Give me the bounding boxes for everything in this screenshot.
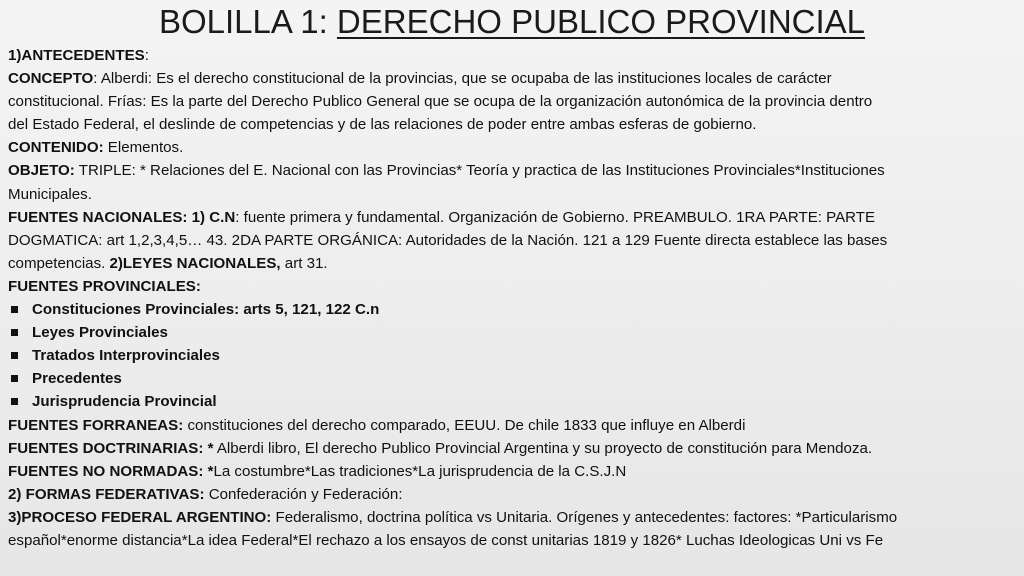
fuentes-no-normadas-line: FUENTES NO NORMADAS: *La costumbre*Las tradiciones*La jurisprudencia de la C.S.J.N (8, 462, 627, 480)
contenido-line: CONTENIDO: Elementos. (8, 139, 184, 157)
slide-body (8, 44, 1020, 552)
fuentes-forraneas-line: FUENTES FORRANEAS: constituciones del derecho comparado, EEUU. De chile 1833 que influye en Alberdi (8, 416, 746, 434)
concepto-line-3: del Estado Federal, el deslinde de competencias y de las relaciones de poder entre ambas esferas de gobierno. (8, 116, 757, 134)
slide-title (0, 2, 1024, 42)
title-main: DERECHO PUBLICO PROVINCIAL (336, 3, 866, 40)
list-item: Constituciones Provinciales: arts 5, 121, 122 C.n (8, 298, 1020, 321)
contenido-label: CONTENIDO: (8, 139, 104, 157)
proceso-federal-line-2: español*enorme distancia*La idea Federal*El rechazo a los ensayos de const unitarias 1819 y 1826* Luchas Ideologicas Uni vs Fe (8, 531, 884, 549)
bullet-square-icon (11, 398, 18, 405)
formas-federativas-line: 2) FORMAS FEDERATIVAS: Confederación y Federación: (8, 485, 403, 503)
bullet-square-icon (11, 306, 18, 313)
bullet-square-icon (11, 329, 18, 336)
fuentes-nacionales-label: FUENTES NACIONALES: 1) C.N (8, 208, 236, 226)
list-item: Tratados Interprovinciales (8, 344, 1020, 367)
fuentes-provinciales-heading: FUENTES PROVINCIALES: (8, 277, 201, 295)
bullet-square-icon (11, 352, 18, 359)
list-item: Jurisprudencia Provincial (8, 390, 1020, 413)
bullet-square-icon (11, 375, 18, 382)
antecedentes-heading: 1)ANTECEDENTES: (8, 47, 149, 64)
objeto-line-1: OBJETO: TRIPLE: * Relaciones del E. Nacional con las Provincias* Teoría y practica de las Instituciones Provinciales*Instituciones (8, 162, 885, 180)
list-item: Leyes Provinciales (8, 321, 1020, 344)
objeto-line-2: Municipales. (8, 185, 92, 203)
fuentes-nacionales-line-1: FUENTES NACIONALES: 1) C.N: fuente primera y fundamental. Organización de Gobierno. PREAMBULO. 1RA PARTE: PARTE (8, 208, 876, 226)
list-item: Precedentes (8, 367, 1020, 390)
concepto-line-2: constitucional. Frías: Es la parte del Derecho Publico General que se ocupa de la organización autonómica de la provincia dentro (8, 93, 873, 111)
proceso-federal-line-1: 3)PROCESO FEDERAL ARGENTINO: Federalismo, doctrina política vs Unitaria. Orígenes y antecedentes: factores: *Particularismo (8, 508, 898, 526)
fuentes-nacionales-line-2: DOGMATICA: art 1,2,3,4,5… 43. 2DA PARTE ORGÁNICA: Autoridades de la Nación. 121 a 129 Fuente directa establece las bases (8, 231, 888, 249)
fuentes-doctrinarias-line: FUENTES DOCTRINARIAS: * Alberdi libro, El derecho Publico Provincial Argentina y su proyecto de constitución para Mendoza. (8, 439, 873, 457)
objeto-label: OBJETO: (8, 162, 75, 180)
title-prefix: BOLILLA 1: (158, 3, 337, 40)
concepto-label: CONCEPTO (8, 70, 94, 88)
concepto-line-1: CONCEPTO: Alberdi: Es el derecho constitucional de la provincias, que se ocupaba de las instituciones locales de carácter (8, 70, 832, 88)
fuentes-nacionales-line-3: competencias. 2)LEYES NACIONALES, art 31. (8, 254, 328, 272)
